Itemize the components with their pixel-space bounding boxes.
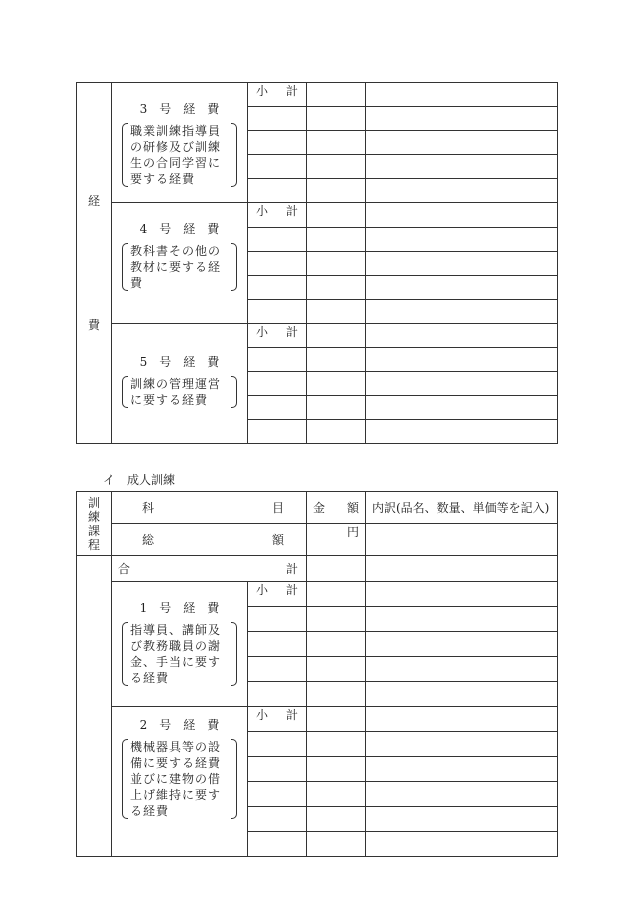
group-description: 機械器具等の設備に要する経費並びに建物の借上げ維持に要する経費 (126, 739, 233, 819)
detail-cell (366, 732, 558, 757)
expense-category-cell (77, 83, 112, 444)
total-amount-cell (307, 524, 366, 556)
item-cell (248, 251, 307, 275)
amount-cell (307, 372, 366, 396)
item-cell (248, 299, 307, 323)
group-title: 2 号 経 費 (139, 718, 220, 732)
detail-cell (366, 556, 558, 582)
amount-cell (307, 275, 366, 299)
detail-cell (366, 107, 558, 131)
detail-header: 内訳(品名、数量、単価等を記入) (366, 492, 558, 524)
subtotal-cell (248, 203, 307, 228)
item-cell (248, 682, 307, 707)
detail-cell (366, 372, 558, 396)
group-title: 1 号 経 費 (139, 601, 220, 615)
detail-cell (366, 275, 558, 299)
adult-training-table (76, 491, 558, 857)
amount-cell (307, 107, 366, 131)
item-cell (248, 832, 307, 857)
detail-cell (366, 657, 558, 682)
subtotal-right: 計 (285, 84, 298, 98)
detail-cell (366, 524, 558, 556)
amount-cell (307, 179, 366, 203)
amount-cell (307, 131, 366, 155)
amount-cell (307, 657, 366, 682)
subtotal-left: 小 (256, 583, 269, 597)
detail-cell (366, 348, 558, 372)
item-cell (248, 227, 307, 251)
amount-cell (307, 396, 366, 420)
item-cell (248, 396, 307, 420)
group-title: 4 号 経 費 (139, 222, 220, 236)
expense-table-continued (76, 82, 558, 444)
item-cell (248, 757, 307, 782)
expense-label-top: 経 (87, 194, 100, 208)
detail-cell (366, 131, 558, 155)
item-cell (248, 782, 307, 807)
amount-header (307, 492, 366, 524)
course-label-cell (77, 492, 112, 556)
detail-cell (366, 203, 558, 228)
amount-cell (307, 832, 366, 857)
expense-label-bottom: 費 (87, 318, 100, 332)
detail-cell (366, 807, 558, 832)
amount-header-right: 額 (346, 500, 359, 515)
sum-row-label (112, 556, 307, 582)
item-cell (248, 807, 307, 832)
subtotal-right: 計 (285, 583, 298, 597)
subtotal-cell (248, 582, 307, 607)
amount-cell (307, 227, 366, 251)
expense-group-5 (112, 323, 248, 444)
amount-cell (307, 348, 366, 372)
item-cell (248, 657, 307, 682)
course-label: 訓練課程 (87, 495, 100, 552)
amount-cell (307, 782, 366, 807)
item-cell (248, 275, 307, 299)
section-heading: イ 成人訓練 (103, 473, 176, 487)
amount-cell (307, 323, 366, 348)
amount-cell (307, 155, 366, 179)
item-cell (248, 632, 307, 657)
detail-cell (366, 251, 558, 275)
item-cell (248, 107, 307, 131)
expense-group-1 (112, 582, 248, 707)
item-cell (248, 732, 307, 757)
item-cell (248, 131, 307, 155)
subtotal-left: 小 (256, 324, 269, 339)
group-title: 5 号 経 費 (139, 354, 220, 369)
expense-group-3 (112, 83, 248, 203)
item-header-right: 目 (271, 500, 284, 515)
amount-cell (307, 632, 366, 657)
amount-header-left: 金 (313, 500, 326, 515)
detail-cell (366, 782, 558, 807)
group-description: 指導員、講師及び教務職員の謝金、手当に要する経費 (126, 622, 233, 686)
detail-cell (366, 323, 558, 348)
detail-cell (366, 632, 558, 657)
subtotal-left: 小 (256, 204, 269, 218)
item-cell (248, 420, 307, 444)
expense-category-cell (77, 556, 112, 857)
item-header (112, 492, 307, 524)
amount-cell (307, 707, 366, 732)
group-description: 教科書その他の教材に要する経費 (126, 243, 233, 291)
subtotal-right: 計 (285, 204, 298, 218)
amount-cell (307, 420, 366, 444)
amount-cell (307, 299, 366, 323)
item-header-left: 科 (142, 500, 155, 515)
item-cell (248, 348, 307, 372)
amount-cell (307, 556, 366, 582)
detail-cell (366, 179, 558, 203)
amount-cell (307, 582, 366, 607)
detail-cell (366, 832, 558, 857)
amount-cell (307, 682, 366, 707)
yen-unit: 円 (346, 525, 359, 539)
amount-cell (307, 757, 366, 782)
detail-cell (366, 396, 558, 420)
amount-cell (307, 807, 366, 832)
expense-group-2 (112, 707, 248, 857)
group-description: 訓練の管理運営に要する経費 (126, 376, 233, 408)
detail-cell (366, 582, 558, 607)
amount-cell (307, 732, 366, 757)
detail-cell (366, 420, 558, 444)
detail-cell (366, 227, 558, 251)
sum-label-right: 計 (285, 561, 298, 576)
group-title: 3 号 経 費 (139, 102, 220, 116)
detail-cell (366, 607, 558, 632)
subtotal-cell (248, 83, 307, 107)
detail-cell (366, 83, 558, 107)
detail-cell (366, 757, 558, 782)
group-description: 職業訓練指導員の研修及び訓練生の合同学習に要する経費 (126, 123, 233, 187)
subtotal-left: 小 (256, 708, 269, 722)
amount-cell (307, 83, 366, 107)
expense-group-4 (112, 203, 248, 324)
amount-cell (307, 607, 366, 632)
total-label-left: 総 (142, 532, 155, 547)
subtotal-right: 計 (285, 708, 298, 722)
detail-cell (366, 299, 558, 323)
subtotal-right: 計 (285, 324, 298, 339)
item-cell (248, 607, 307, 632)
item-cell (248, 179, 307, 203)
subtotal-cell (248, 323, 307, 348)
total-label-right: 額 (271, 532, 284, 547)
total-row-label (112, 524, 307, 556)
amount-cell (307, 251, 366, 275)
detail-cell (366, 707, 558, 732)
detail-cell (366, 682, 558, 707)
amount-cell (307, 203, 366, 228)
item-cell (248, 155, 307, 179)
subtotal-left: 小 (256, 84, 269, 98)
sum-label-left: 合 (118, 561, 131, 576)
item-cell (248, 372, 307, 396)
subtotal-cell (248, 707, 307, 732)
detail-cell (366, 155, 558, 179)
